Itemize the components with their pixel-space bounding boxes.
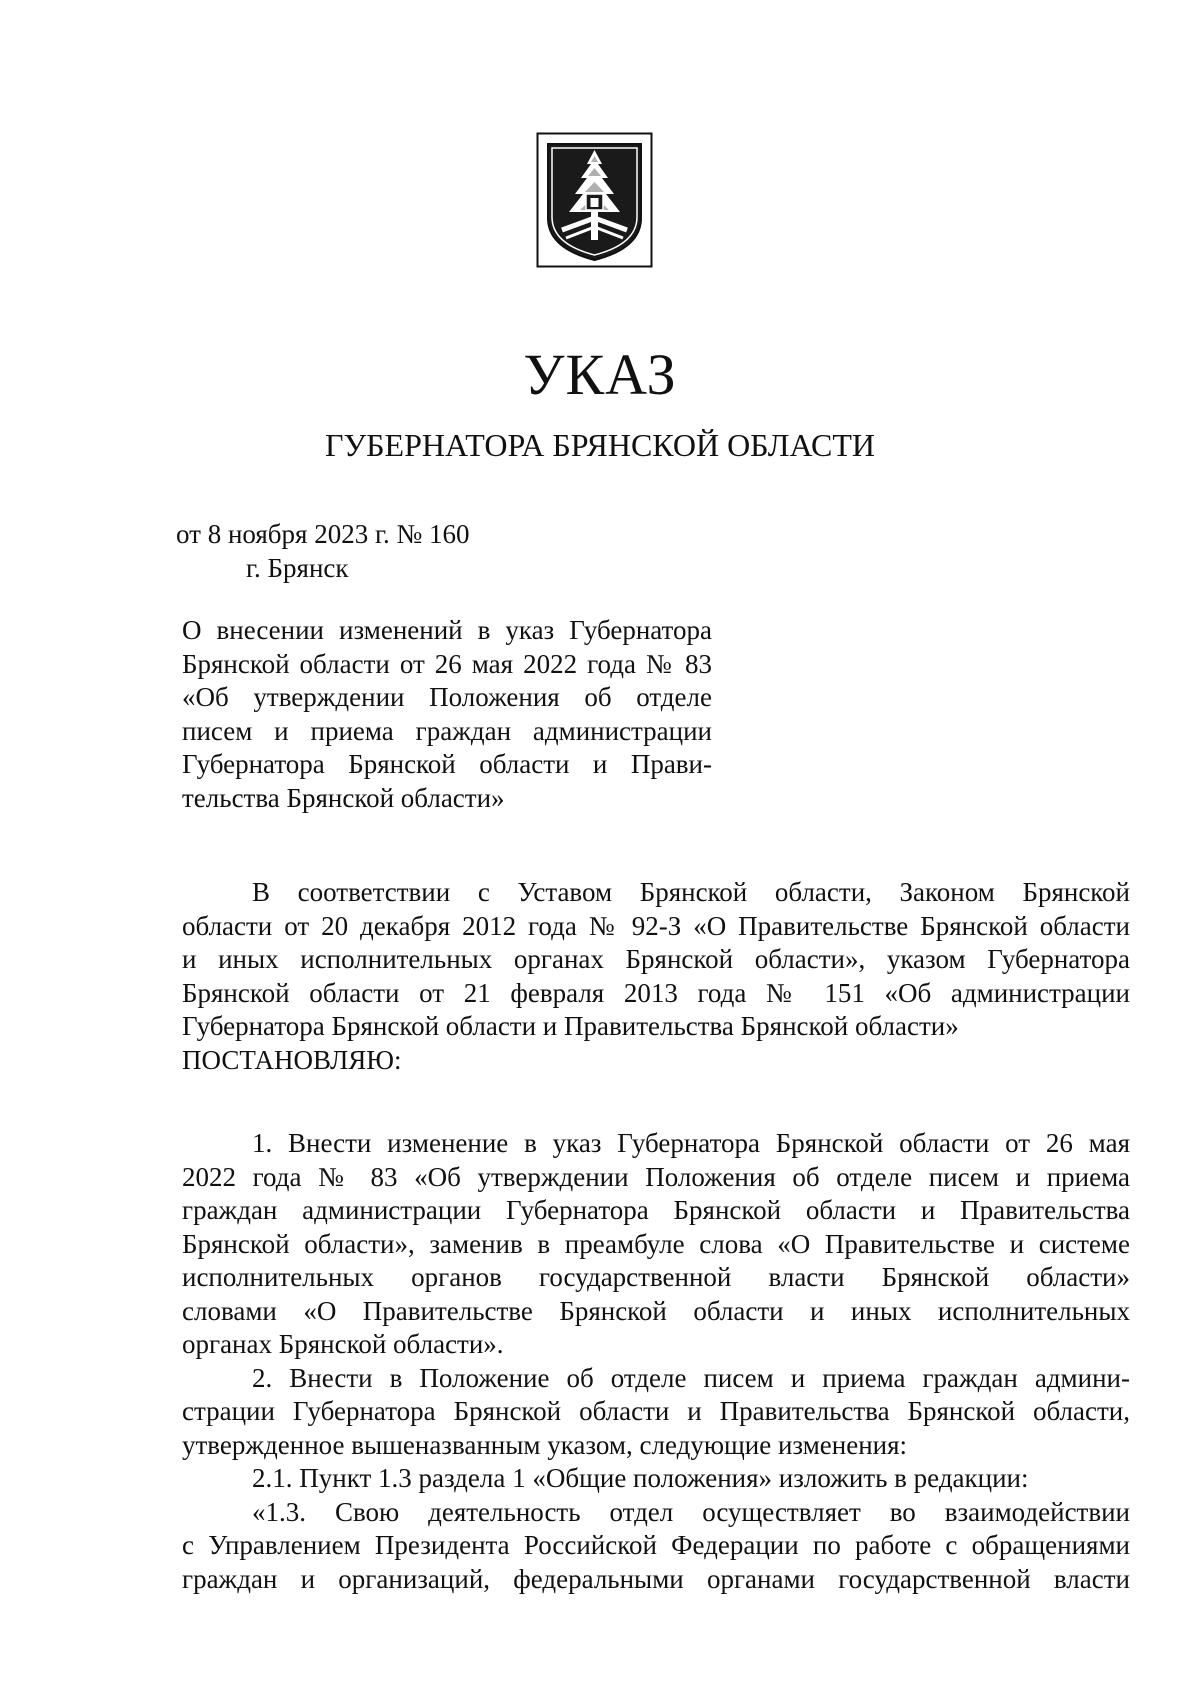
- item-1-line: Брянской области», заменив в преамбуле слова «О Правительстве и системе: [182, 1228, 1130, 1259]
- coat-of-arms-emblem: [536, 132, 653, 268]
- preamble-line: Брянской области от 21 февраля 2013 года № 151 «Об администрации: [182, 977, 1130, 1008]
- heading-line: «Об утверждении Положения об отделе: [182, 682, 712, 712]
- heading-line: Брянской области от 26 мая 2022 года № 83: [182, 648, 712, 679]
- item-2-line: утвержденное вышеназванным указом, следующие изменения:: [182, 1429, 908, 1460]
- item-1-line: словами «О Правительстве Брянской области и иных исполнительных: [182, 1295, 1130, 1326]
- document-title: УКАЗ: [523, 342, 677, 407]
- preamble-line: В соответствии с Уставом Брянской области, Законом Брянской: [252, 877, 1130, 907]
- resolve-word: ПОСТАНОВЛЯЮ:: [182, 1044, 402, 1075]
- preamble-line: области от 20 декабря 2012 года № 92-З «О Правительстве Брянской области: [182, 910, 1130, 941]
- heading-line: Губернатора Брянской области и Прави-: [182, 749, 712, 779]
- item-1-3-line: с Управлением Президента Российской Федерации по работе с обращениями: [182, 1530, 1130, 1560]
- document-heading: [182, 614, 712, 815]
- item-1-line: 2022 года № 83 «Об утверждении Положения об отделе писем и приема: [182, 1161, 1130, 1192]
- heading-line: тельства Брянской области»: [182, 782, 505, 813]
- heading-line: О внесении изменений в указ Губернатора: [182, 615, 712, 645]
- item-1-3-line: граждан и организаций, федеральными органами государственной власти: [182, 1563, 1130, 1594]
- item-1-3-line: «1.3. Свою деятельность отдел осуществляет во взаимодействии: [252, 1496, 1130, 1527]
- paragraph-gap: [182, 1077, 1130, 1127]
- heading-line: писем и приема граждан администрации: [182, 715, 712, 746]
- document-subtitle: ГУБЕРНАТОРА БРЯНСКОЙ ОБЛАСТИ: [325, 427, 875, 463]
- item-2-line: 2. Внести в Положение об отделе писем и приема граждан админи-: [252, 1362, 1130, 1393]
- item-1-line: исполнительных органов государственной власти Брянской области»: [182, 1262, 1130, 1292]
- item-1-line: органах Брянской области».: [182, 1329, 504, 1359]
- item-2-line: страции Губернатора Брянской области и Правительства Брянской области,: [182, 1396, 1130, 1426]
- preamble-line: и иных исполнительных органах Брянской области», указом Губернатора: [182, 944, 1130, 974]
- preamble-line: Губернатора Брянской области и Правительства Брянской области»: [182, 1011, 959, 1041]
- item-1-line: граждан администрации Губернатора Брянской области и Правительства: [182, 1195, 1130, 1225]
- coat-of-arms-icon: [536, 132, 653, 268]
- item-1-line: 1. Внести изменение в указ Губернатора Брянской области от 26 мая: [252, 1128, 1130, 1158]
- document-body: [182, 876, 1130, 1596]
- item-2-1-line: 2.1. Пункт 1.3 раздела 1 «Общие положения» изложить в редакции:: [252, 1463, 1029, 1493]
- document-date-number: от 8 ноября 2023 г. № 160: [176, 519, 470, 549]
- document-city: г. Брянск: [246, 553, 349, 583]
